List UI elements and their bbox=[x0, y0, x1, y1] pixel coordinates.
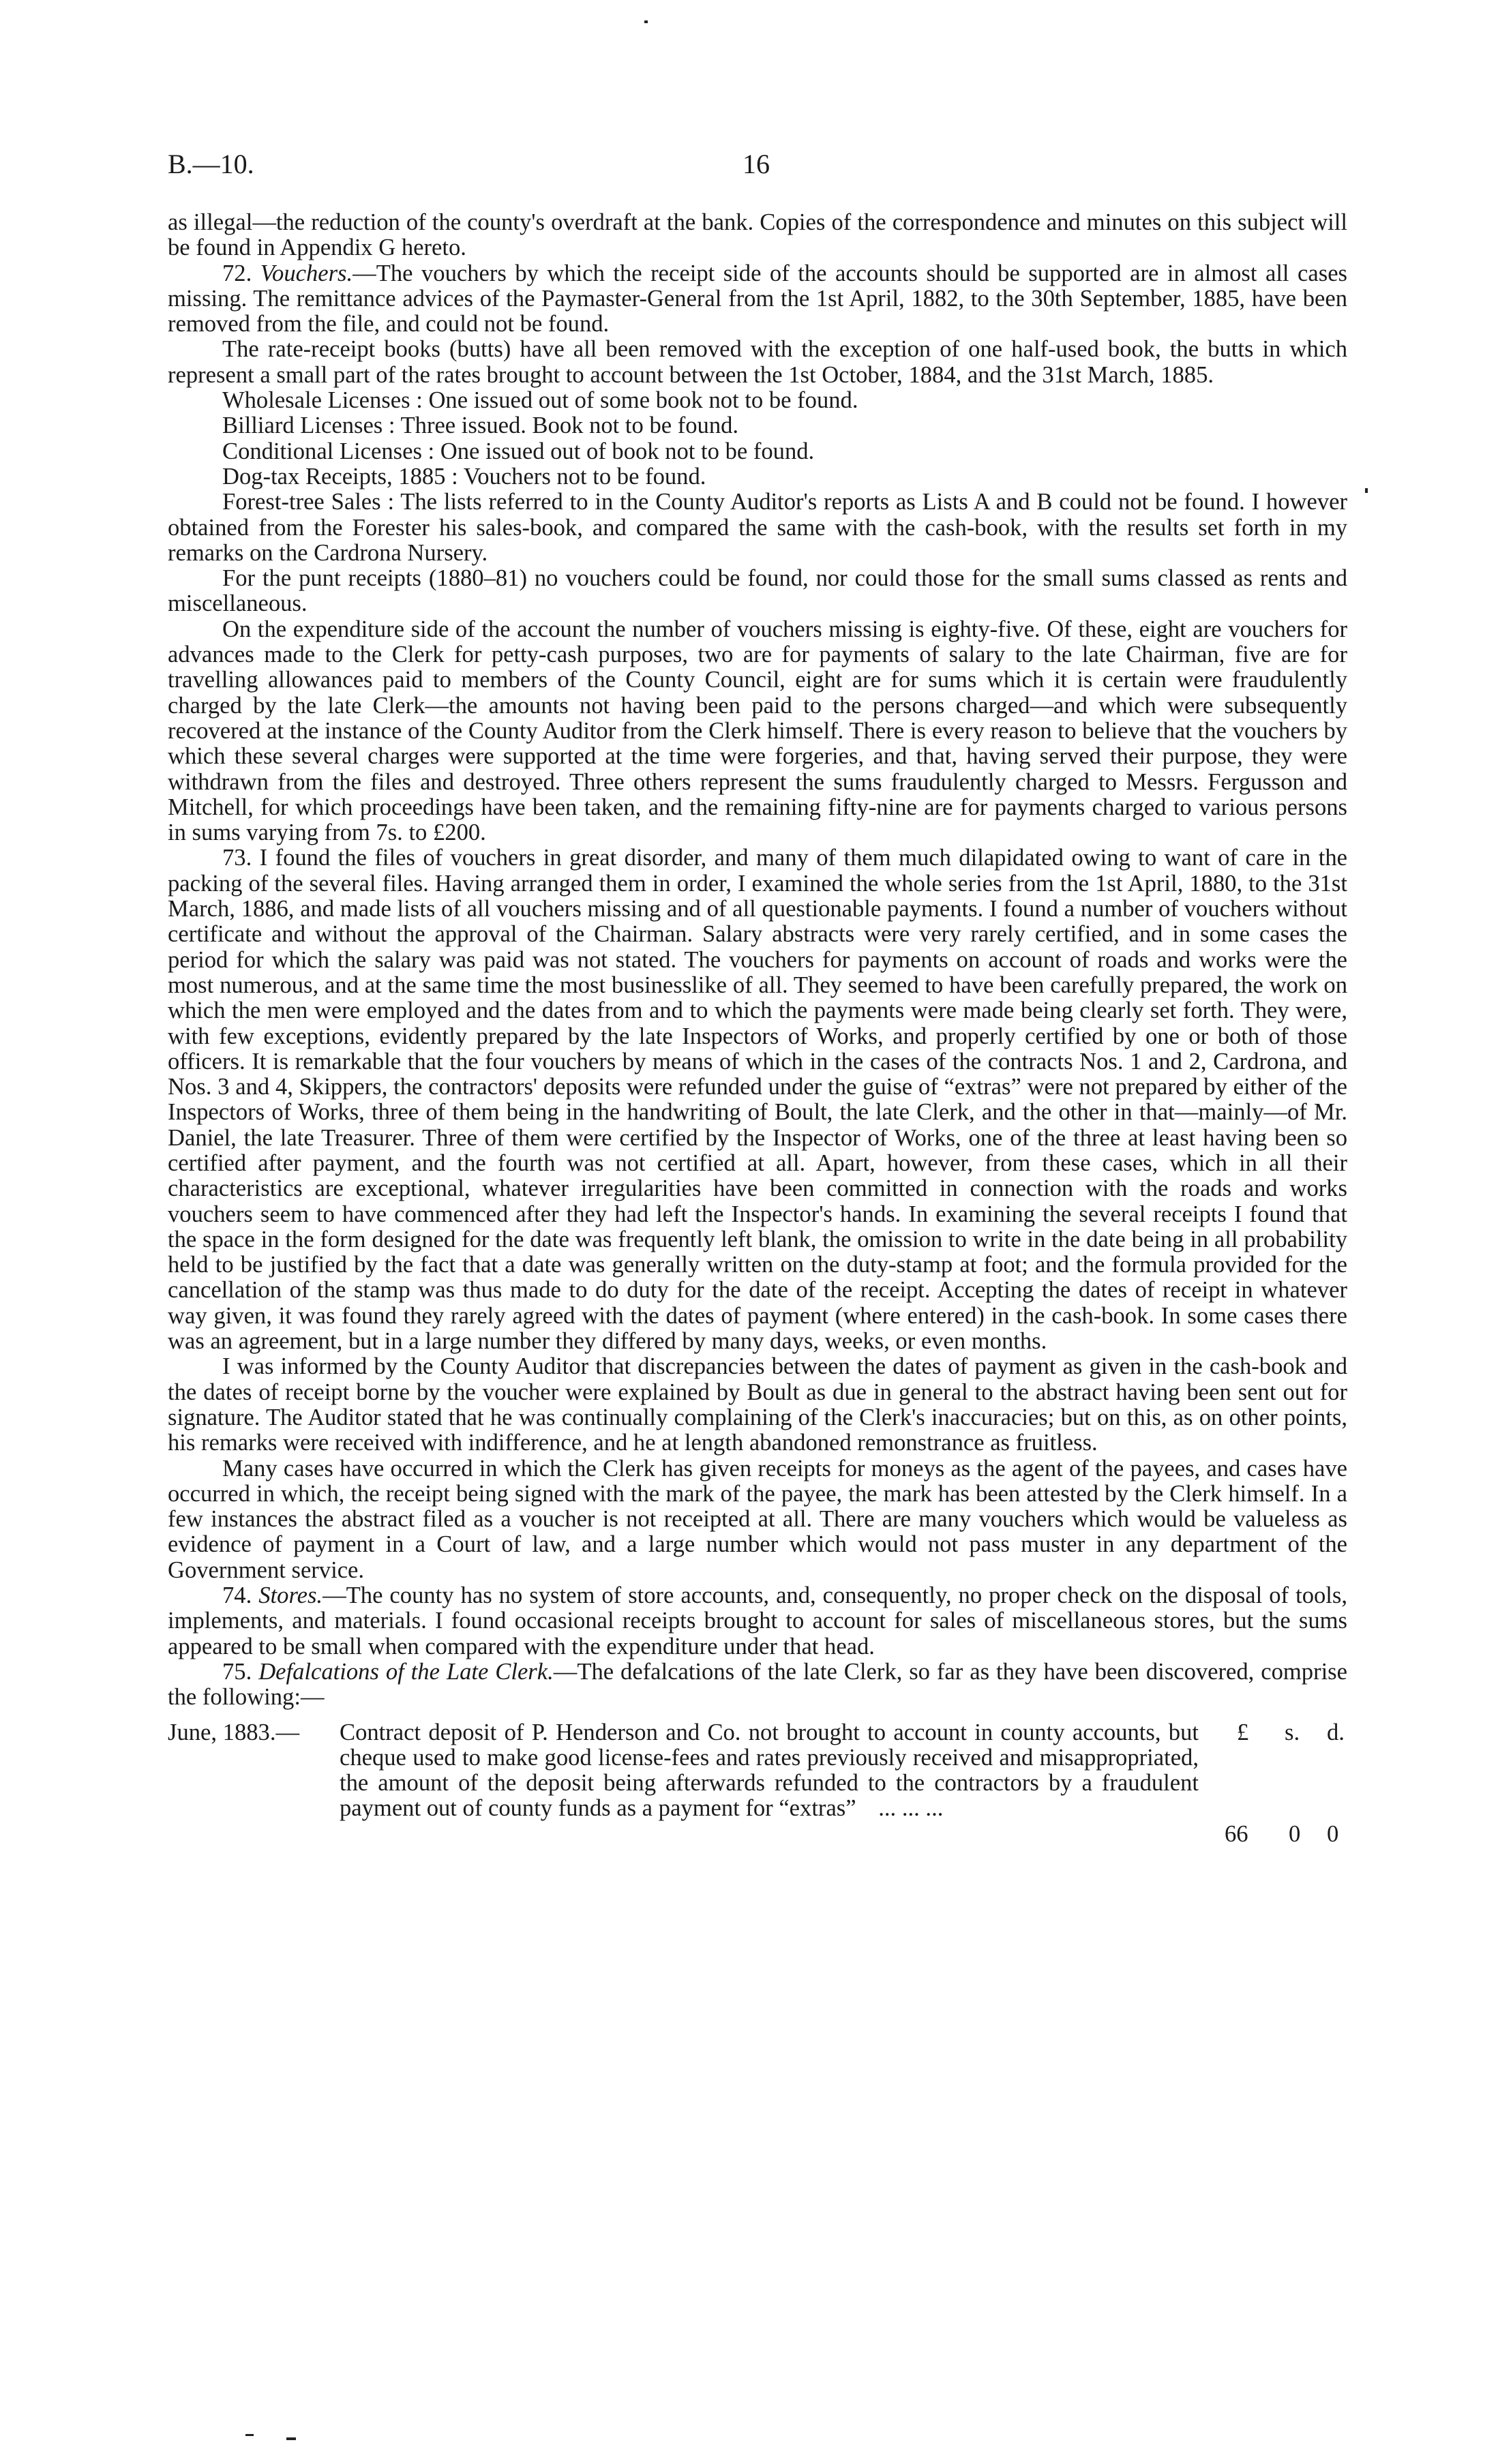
ledger-entry bbox=[168, 1719, 1347, 1847]
section-number: 74. bbox=[222, 1582, 252, 1609]
line-conditional-licenses: Conditional Licenses : One issued out of book not to be found. bbox=[222, 438, 815, 464]
section-number: 72. bbox=[222, 260, 252, 286]
ledger-entry-leaders: ... ... ... bbox=[878, 1795, 944, 1822]
paragraph-74-stores bbox=[168, 1583, 1347, 1659]
section-title: Defalcations of the Late Clerk. bbox=[258, 1658, 554, 1685]
paragraph-forest-tree-sales: Forest-tree Sales : The lists referred to in the County Auditor's reports as Lists A and B could not be found. I however obtained from the Forester his sales-book, and compared the same with the cash-book, with the results set forth in my remarks on the Cardrona Nursery. bbox=[168, 489, 1347, 566]
ledger-entry-date: June, 1883.— bbox=[168, 1719, 300, 1745]
amount-pounds: 66 bbox=[1225, 1820, 1248, 1847]
line-dog-tax-receipts: Dog-tax Receipts, 1885 : Vouchers not to be found. bbox=[222, 463, 706, 490]
page-number: 16 bbox=[743, 149, 770, 179]
page-header bbox=[168, 151, 1347, 210]
document-page bbox=[168, 149, 1347, 1847]
section-title: Stores. bbox=[258, 1582, 323, 1609]
ledger-entry-description bbox=[340, 1720, 1199, 1822]
section-title: Vouchers. bbox=[260, 260, 353, 286]
paragraph-clerk-receipts: Many cases have occurred in which the Clerk has given receipts for moneys as the agent of the payees, and cases have occurred in which, the receipt being signed with the mark of the payee, the mark has been attested by the Clerk himself. In a few instances the abstract filed as a voucher is not receipted at all. There are many vouchers which would be valueless as evidence of payment in a Court of law, and a large number which would not pass muster in any department of the Government service. bbox=[168, 1455, 1347, 1583]
line-wholesale-licenses: Wholesale Licenses : One issued out of some book not to be found. bbox=[222, 387, 858, 414]
scan-speck bbox=[644, 20, 648, 23]
section-text: —The county has no system of store accounts, and, consequently, no proper check on the disposal of tools, implements, and materials. I found occasional receipts brought to account for sales of miscellaneous stores, but the sums appeared to be small when compared with the expenditure under that head. bbox=[168, 1582, 1347, 1659]
line-billiard-licenses: Billiard Licenses : Three issued. Book not to be found. bbox=[222, 412, 739, 439]
column-pence-header: d. bbox=[1327, 1719, 1345, 1745]
paragraph-punt-receipts: For the punt receipts (1880–81) no vouchers could be found, nor could those for the small sums classed as rents and miscellaneous. bbox=[168, 565, 1347, 617]
document-code: B.—10. bbox=[168, 149, 254, 179]
column-pounds-header: £ bbox=[1237, 1719, 1249, 1745]
paragraph-continuation: as illegal—the reduction of the county's overdraft at the bank. Copies of the correspondence and minutes on this subject will be found in Appendix G hereto. bbox=[168, 209, 1347, 261]
scan-speck bbox=[1365, 488, 1368, 493]
amount-shillings: 0 bbox=[1289, 1820, 1301, 1847]
ledger-entry-text: Contract deposit of P. Henderson and Co. not brought to account in county accounts, but cheque used to make good license-fees and rates previously received and misappropriated, the amount of the deposit being afterwards refunded to the contractors by a fraudulent payment out of county funds as a payment for “extras” bbox=[340, 1719, 1199, 1822]
paragraph-rate-receipt-books: The rate-receipt books (butts) have all been removed with the exception of one half-used book, the butts in which represent a small part of the rates brought to account between the 1st October, 1884, and the 31st March, 1885. bbox=[168, 336, 1347, 388]
section-number: 75. bbox=[222, 1658, 252, 1685]
column-shillings-header: s. bbox=[1285, 1719, 1300, 1745]
paragraph-72-vouchers bbox=[168, 261, 1347, 337]
paragraph-73-voucher-files: 73. I found the files of vouchers in great disorder, and many of them much dilapidated owing to want of care in the packing of the several files. Having arranged them in order, I examined the whole series from the 1st April, 1880, to the 31st March, 1886, and made lists of all vouchers missing and of all questionable payments. I found a number of vouchers without certificate and without the approval of the Chairman. Salary abstracts were very rarely certified, and in some cases the period for which the salary was paid was not stated. The vouchers for payments on account of roads and works were the most numerous, and at the same time the most businesslike of all. They seemed to have been carefully prepared, the work on which the men were employed and the dates from and to which the payments were made being clearly set forth. They were, with few exceptions, evidently prepared by the late Inspectors of Works, and properly certified by one or both of those officers. It is remarkable that the four vouchers by means of which in the cases of the contracts Nos. 1 and 2, Cardrona, and Nos. 3 and 4, Skippers, the contractors' deposits were refunded under the guise of “extras” were not prepared by either of the Inspectors of Works, three of them being in the handwriting of Boult, the late Clerk, and the other in that—mainly—of Mr. Daniel, the late Treasurer. Three of them were certified by the Inspector of Works, one of the three at least having been so certified after payment, and the fourth was not certified at all. Apart, however, from these cases, which in all their characteristics are exceptional, whatever irregularities have been committed in connection with the roads and works vouchers seem to have commenced after they had left the Inspector's hands. In examining the several receipts I found that the space in the form designed for the date was frequently left blank, the omission to write in the date being in all probability held to be justified by the fact that a date was generally written on the duty-stamp at foot; and the formula provided for the cancellation of the stamp was thus made to do duty for the date of the receipt. Accepting the dates of receipt in whatever way given, it was found they rarely agreed with the dates of payment (where entered) in the cash-book. In some cases there was an agreement, but in a large number they differed by many days, weeks, or even months. bbox=[168, 845, 1347, 1355]
section-text: —The defalcations of the late Clerk, so far as they have been discovered, comprise the following:— bbox=[168, 1658, 1347, 1711]
scan-speck bbox=[245, 2434, 254, 2436]
amount-pence: 0 bbox=[1327, 1820, 1339, 1847]
section-text: —The vouchers by which the receipt side of the accounts should be supported are in almost all cases missing. The remittance advices of the Paymaster-General from the 1st April, 1882, to the 30th September, 1885, have been removed from the file, and could not be found. bbox=[168, 260, 1347, 337]
paragraph-75-defalcations bbox=[168, 1659, 1347, 1711]
paragraph-expenditure-side: On the expenditure side of the account the number of vouchers missing is eighty-five. Of these, eight are vouchers for advances made to the Clerk for petty-cash purposes, two are for payments of salary to the late Chairman, five are for travelling allowances paid to members of the County Council, eight are for sums which it is certain were fraudulently charged by the late Clerk—the amounts not having been paid to the persons charged—and which were subsequently recovered at the instance of the County Auditor from the Clerk himself. There is every reason to believe that the vouchers by which these several charges were supported at the time were forgeries, and that, having served their purpose, they were withdrawn from the files and destroyed. Three others represent the sums fraudulently charged to Messrs. Fergusson and Mitchell, for which proceedings have been taken, and the remaining fifty-nine are for payments charged to various persons in sums varying from 7s. to £200. bbox=[168, 616, 1347, 846]
paragraph-county-auditor: I was informed by the County Auditor that discrepancies between the dates of payment as given in the cash-book and the dates of receipt borne by the voucher were explained by Boult as due in general to the abstract having been sent out for signature. The Auditor stated that he was continually complaining of the Clerk's inaccuracies; but on this, as on other points, his remarks were received with indifference, and he at length abandoned remonstrance as fruitless. bbox=[168, 1353, 1347, 1456]
scan-speck bbox=[286, 2437, 296, 2440]
